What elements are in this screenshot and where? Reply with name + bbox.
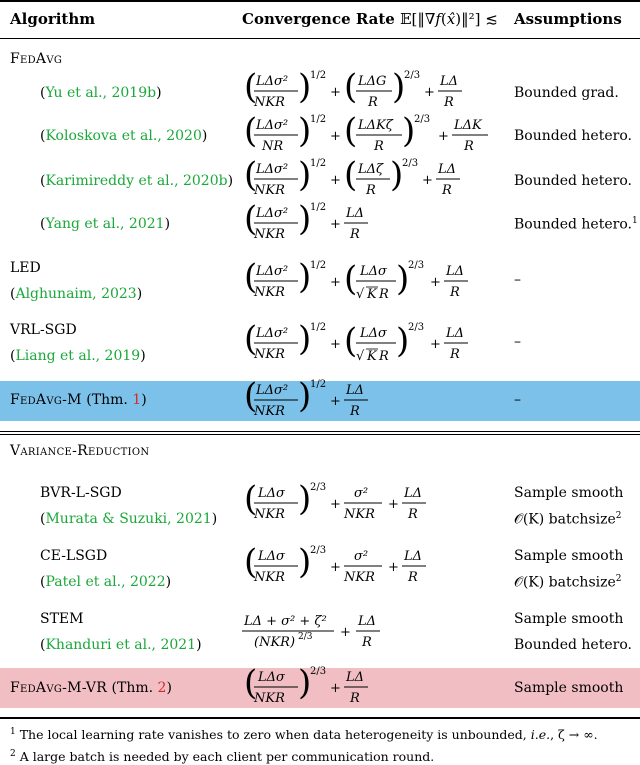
svg-text:LΔ: LΔ	[346, 670, 365, 685]
svg-text:√: √	[356, 349, 365, 364]
svg-text:(: (	[344, 111, 358, 151]
row-led-cite: (Alghunaim, 2023)	[10, 286, 143, 302]
footnote-1: $^1$ The local learning rate vanishes to zero when data heterogeneity is unbounded, i.e., ζ → ∞.	[10, 727, 598, 743]
svg-text:LΔσ²: LΔσ²	[256, 74, 289, 89]
svg-text:LΔζ: LΔζ	[358, 162, 384, 177]
svg-text:LΔ: LΔ	[440, 74, 459, 89]
svg-text:): )	[298, 376, 312, 416]
svg-text:2/3: 2/3	[414, 114, 431, 125]
svg-text:): )	[298, 67, 312, 107]
row-yu: (Yu et al., 2019b)	[40, 85, 162, 101]
assumption-ce-2: 𝒪(K) batchsize$^2$	[514, 574, 622, 591]
svg-text:(: (	[244, 257, 258, 297]
svg-text:): )	[298, 199, 312, 239]
svg-text:NKR: NKR	[344, 507, 375, 522]
svg-text:LΔ + σ² + ζ²: LΔ + σ² + ζ²	[244, 614, 327, 629]
svg-text:1/2: 1/2	[310, 260, 327, 271]
svg-text:NKR: NKR	[254, 404, 285, 419]
row-stem-cite: (Khanduri et al., 2021)	[40, 637, 202, 653]
svg-text:(: (	[244, 479, 258, 519]
formula-fedavg-m-vr	[240, 663, 400, 713]
svg-text:LΔσ: LΔσ	[258, 486, 285, 501]
svg-text:NKR: NKR	[254, 227, 285, 242]
svg-text:): )	[402, 111, 416, 151]
svg-text:R: R	[374, 139, 384, 154]
svg-text:R: R	[366, 183, 376, 198]
svg-text:NKR: NKR	[254, 347, 285, 362]
top-rule	[0, 0, 640, 2]
header-rule	[0, 38, 640, 39]
row-fedavg-m: FedAvg-M (Thm. 1)	[10, 392, 147, 408]
svg-text:LΔσ²: LΔσ²	[256, 118, 289, 133]
svg-text:LΔσ²: LΔσ²	[256, 264, 289, 279]
svg-text:R: R	[350, 691, 360, 706]
svg-text:NKR: NKR	[344, 570, 375, 585]
svg-text:+: +	[430, 275, 441, 290]
svg-text:2/3: 2/3	[402, 158, 419, 169]
svg-text:): )	[298, 542, 312, 582]
svg-text:1/2: 1/2	[310, 158, 327, 169]
formula-bvr	[240, 478, 440, 530]
svg-text:+: +	[438, 129, 449, 144]
svg-text:σ²: σ²	[354, 486, 369, 501]
section-variance-reduction: Variance-Reduction	[10, 443, 150, 459]
assumption-stem-2: Bounded hetero.	[514, 637, 632, 653]
svg-text:LΔ: LΔ	[438, 162, 457, 177]
svg-text:): )	[390, 155, 404, 195]
header-algorithm: Algorithm	[10, 10, 96, 28]
section-rule-2	[0, 434, 640, 435]
svg-text:+: +	[330, 337, 341, 352]
svg-text:2/3: 2/3	[408, 322, 425, 333]
svg-text:LΔ: LΔ	[404, 549, 423, 564]
row-led-name: LED	[10, 260, 41, 276]
svg-text:2/3: 2/3	[298, 632, 313, 642]
svg-text:): )	[298, 257, 312, 297]
svg-text:LΔ: LΔ	[446, 326, 465, 341]
citation-link[interactable]: Liang et al., 2019	[15, 348, 141, 364]
svg-text:+: +	[330, 681, 341, 696]
svg-text:+: +	[330, 497, 341, 512]
citation-link[interactable]: Murata & Suzuki, 2021	[45, 511, 212, 527]
svg-text:R: R	[464, 139, 474, 154]
footnote-2: $^2$ A large batch is needed by each client per communication round.	[10, 749, 435, 765]
svg-text:R: R	[450, 285, 460, 300]
header-assumptions: Assumptions	[514, 10, 622, 28]
svg-text:+: +	[424, 85, 435, 100]
row-karimireddy: (Karimireddy et al., 2020b)	[40, 173, 234, 189]
svg-text:LΔσ: LΔσ	[258, 549, 285, 564]
svg-text:R: R	[350, 227, 360, 242]
svg-text:(: (	[244, 376, 258, 416]
svg-text:NKR: NKR	[254, 183, 285, 198]
section-rule	[0, 431, 640, 432]
svg-text:1/2: 1/2	[310, 70, 327, 81]
citation-link[interactable]: Karimireddy et al., 2020b	[45, 173, 228, 189]
svg-text:+: +	[330, 85, 341, 100]
section-fedavg: FedAvg	[10, 51, 63, 67]
svg-text:+: +	[330, 275, 341, 290]
svg-text:(: (	[244, 542, 258, 582]
svg-text:+: +	[340, 625, 351, 640]
svg-text:1/2: 1/2	[310, 202, 327, 213]
svg-text:): )	[396, 259, 410, 299]
svg-text:R: R	[379, 287, 389, 302]
svg-text:+: +	[330, 217, 341, 232]
svg-text:√: √	[356, 287, 365, 302]
svg-text:): )	[298, 111, 312, 151]
svg-text:2/3: 2/3	[310, 666, 327, 677]
assumption-karimireddy: Bounded hetero.	[514, 173, 632, 189]
svg-text:NKR: NKR	[254, 570, 285, 585]
svg-text:2/3: 2/3	[404, 70, 421, 81]
svg-text:+: +	[430, 337, 441, 352]
citation-link[interactable]: Khanduri et al., 2021	[45, 637, 197, 653]
row-ce-name: CE-LSGD	[40, 548, 108, 564]
svg-text:2/3: 2/3	[310, 482, 327, 493]
svg-text:K: K	[367, 287, 377, 302]
svg-text:LΔ: LΔ	[346, 206, 365, 221]
svg-text:NR: NR	[262, 139, 284, 154]
svg-text:LΔσ²: LΔσ²	[256, 326, 289, 341]
svg-text:(: (	[244, 319, 258, 359]
citation-link[interactable]: Alghunaim, 2023	[15, 286, 137, 302]
assumption-fedavg-m: –	[514, 392, 521, 408]
assumption-bvr-1: Sample smooth	[514, 485, 624, 501]
svg-text:+: +	[330, 173, 341, 188]
svg-text:LΔσ²: LΔσ²	[256, 383, 289, 398]
svg-text:R: R	[444, 95, 454, 110]
citation-link[interactable]: Yang et al., 2021	[45, 216, 165, 232]
svg-text:2/3: 2/3	[310, 545, 327, 556]
svg-text:(: (	[344, 67, 358, 107]
svg-text:NKR: NKR	[254, 691, 285, 706]
assumption-fedavg-m-vr: Sample smooth	[514, 680, 624, 696]
svg-text:(: (	[244, 67, 258, 107]
svg-text:+: +	[330, 129, 341, 144]
svg-text:R: R	[379, 349, 389, 364]
svg-text:NKR: NKR	[254, 285, 285, 300]
svg-text:(NKR): (NKR)	[254, 635, 296, 650]
svg-text:(: (	[244, 155, 258, 195]
svg-text:): )	[392, 67, 406, 107]
svg-text:LΔG: LΔG	[358, 74, 387, 89]
svg-text:R: R	[350, 404, 360, 419]
svg-text:LΔ: LΔ	[404, 486, 423, 501]
svg-text:1/2: 1/2	[310, 114, 327, 125]
svg-text:): )	[298, 663, 312, 703]
formula-yang	[240, 198, 400, 250]
svg-text:(: (	[244, 663, 258, 703]
svg-text:R: R	[368, 95, 378, 110]
footnote-mark: 2	[615, 574, 622, 584]
row-vrl-cite: (Liang et al., 2019)	[10, 348, 146, 364]
formula-vrl	[240, 316, 480, 372]
svg-text:NKR: NKR	[254, 95, 285, 110]
row-yang: (Yang et al., 2021)	[40, 216, 171, 232]
svg-text:LΔσ²: LΔσ²	[256, 206, 289, 221]
assumption-stem-1: Sample smooth	[514, 611, 624, 627]
svg-text:LΔσ: LΔσ	[360, 326, 387, 341]
svg-text:1/2: 1/2	[310, 379, 327, 390]
assumption-led: –	[514, 272, 521, 288]
svg-text:LΔσ²: LΔσ²	[256, 162, 289, 177]
assumption-koloskova: Bounded hetero.	[514, 128, 632, 144]
svg-text:σ²: σ²	[354, 549, 369, 564]
svg-text:R: R	[442, 183, 452, 198]
svg-text:(: (	[244, 199, 258, 239]
svg-text:): )	[298, 155, 312, 195]
svg-text:2/3: 2/3	[408, 260, 425, 271]
svg-text:R: R	[362, 635, 372, 650]
assumption-vrl: –	[514, 334, 521, 350]
assumption-yang: Bounded hetero.$^1$	[514, 216, 638, 233]
svg-text:LΔσ: LΔσ	[360, 264, 387, 279]
svg-text:R: R	[408, 507, 418, 522]
citation-link[interactable]: Patel et al., 2022	[45, 574, 166, 590]
svg-text:): )	[396, 321, 410, 361]
formula-stem	[240, 606, 400, 654]
svg-text:R: R	[450, 347, 460, 362]
bottom-rule	[0, 717, 640, 719]
row-vrl-name: VRL-SGD	[10, 322, 77, 338]
svg-text:(: (	[344, 321, 358, 361]
svg-text:LΔK: LΔK	[454, 118, 482, 133]
svg-text:LΔKζ: LΔKζ	[358, 118, 393, 133]
svg-text:R: R	[408, 570, 418, 585]
svg-text:LΔ: LΔ	[446, 264, 465, 279]
footnote-mark: 1	[631, 216, 638, 226]
formula-ce	[240, 541, 440, 593]
footnote-mark: 2	[615, 511, 622, 521]
citation-link[interactable]: Koloskova et al., 2020	[45, 128, 202, 144]
svg-text:(: (	[344, 155, 358, 195]
svg-text:K: K	[367, 349, 377, 364]
theorem-link[interactable]: 1	[132, 392, 142, 408]
theorem-link[interactable]: 2	[157, 680, 167, 696]
svg-text:(: (	[244, 111, 258, 151]
row-ce-cite: (Patel et al., 2022)	[40, 574, 172, 590]
svg-text:LΔ: LΔ	[346, 383, 365, 398]
row-bvr-cite: (Murata & Suzuki, 2021)	[40, 511, 218, 527]
svg-text:(: (	[344, 259, 358, 299]
header-rate: Convergence Rate 𝔼[‖∇f(x̂)‖²] ≲	[242, 10, 498, 28]
svg-text:NKR: NKR	[254, 507, 285, 522]
svg-text:+: +	[388, 560, 399, 575]
svg-text:): )	[298, 479, 312, 519]
row-koloskova: (Koloskova et al., 2020)	[40, 128, 208, 144]
svg-text:1/2: 1/2	[310, 322, 327, 333]
svg-text:): )	[298, 319, 312, 359]
formula-led	[240, 254, 480, 310]
assumption-bvr-2: 𝒪(K) batchsize$^2$	[514, 511, 622, 528]
row-stem-name: STEM	[40, 611, 84, 627]
svg-text:+: +	[422, 173, 433, 188]
svg-text:LΔ: LΔ	[358, 614, 377, 629]
assumption-yu: Bounded grad.	[514, 85, 619, 101]
assumption-ce-1: Sample smooth	[514, 548, 624, 564]
svg-text:+: +	[330, 560, 341, 575]
row-bvr-name: BVR-L-SGD	[40, 485, 122, 501]
svg-text:+: +	[388, 497, 399, 512]
formula-fedavg-m	[240, 376, 400, 426]
svg-text:LΔσ: LΔσ	[258, 670, 285, 685]
svg-text:+: +	[330, 394, 341, 409]
citation-link[interactable]: Yu et al., 2019b	[45, 85, 157, 101]
row-fedavg-m-vr: FedAvg-M-VR (Thm. 2)	[10, 680, 172, 696]
